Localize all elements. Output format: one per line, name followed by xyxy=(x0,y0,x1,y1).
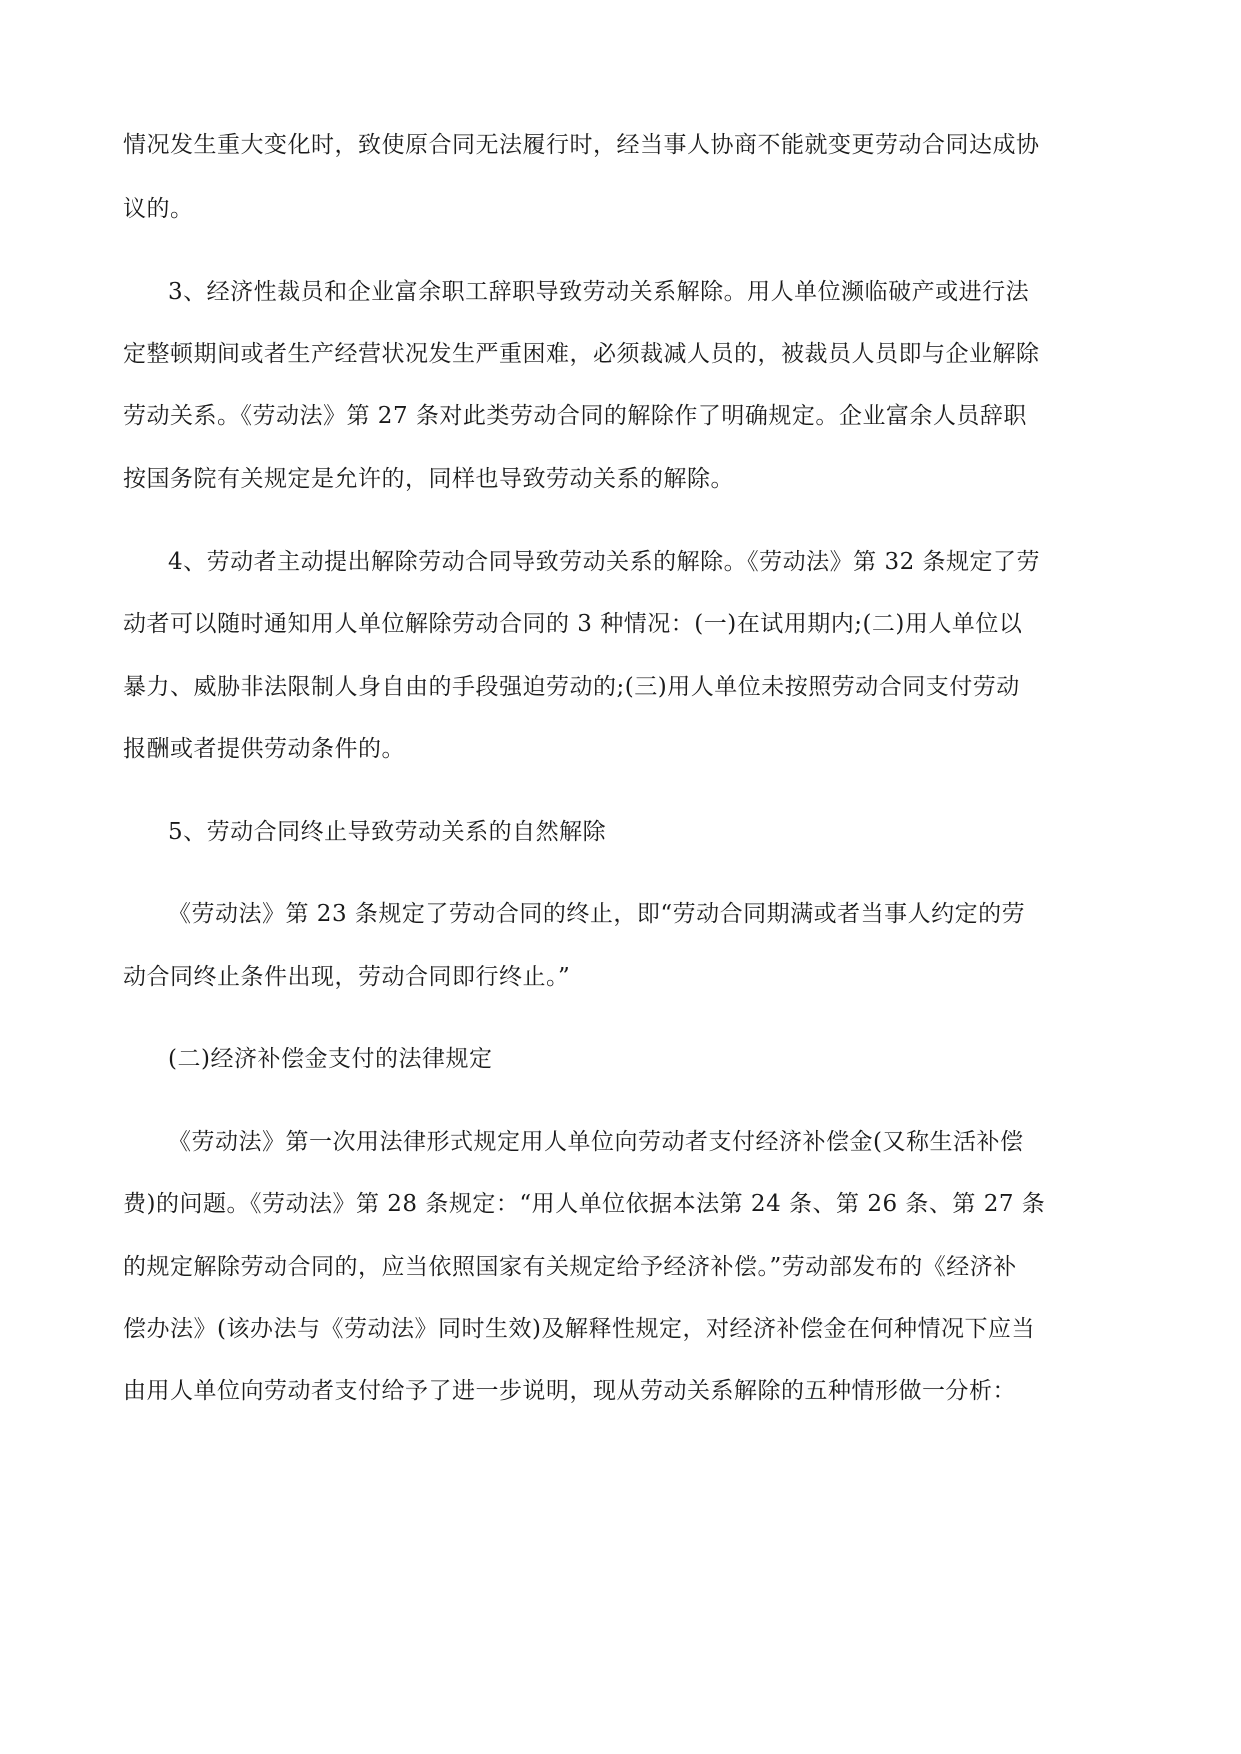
text-line: 《劳动法》第 23 条规定了劳动合同的终止，即“劳动合同期满或者当事人约定的劳 xyxy=(168,901,1026,927)
text-line: 费)的问题。《劳动法》第 28 条规定：“用人单位依据本法第 24 条、第 26 条、第 27 条 xyxy=(123,1191,1046,1217)
text-line: 4、劳动者主动提出解除劳动合同导致劳动关系的解除。《劳动法》第 32 条规定了劳 xyxy=(168,549,1041,575)
text-line: 按国务院有关规定是允许的，同样也导致劳动关系的解除。 xyxy=(123,466,734,492)
text-line: 情况发生重大变化时，致使原合同无法履行时，经当事人协商不能就变更劳动合同达成协 xyxy=(123,132,1040,158)
text-line: 议的。 xyxy=(123,196,194,222)
text-line: 《劳动法》第一次用法律形式规定用人单位向劳动者支付经济补偿金(又称生活补偿 xyxy=(168,1129,1024,1155)
text-line: 5、劳动合同终止导致劳动关系的自然解除 xyxy=(168,819,607,845)
text-line: 的规定解除劳动合同的，应当依照国家有关规定给予经济补偿。”劳动部发布的《经济补 xyxy=(123,1254,1017,1280)
text-line: 动者可以随时通知用人单位解除劳动合同的 3 种情况：(一)在试用期内;(二)用人单位以 xyxy=(123,611,1023,637)
section-heading: (二)经济补偿金支付的法律规定 xyxy=(168,1046,493,1072)
text-line: 3、经济性裁员和企业富余职工辞职导致劳动关系解除。用人单位濒临破产或进行法 xyxy=(168,279,1030,305)
text-line: 劳动关系。《劳动法》第 27 条对此类劳动合同的解除作了明确规定。企业富余人员辞职 xyxy=(123,403,1027,429)
text-line: 由用人单位向劳动者支付给予了进一步说明，现从劳动关系解除的五种情形做一分析： xyxy=(123,1378,1016,1404)
text-line: 偿办法》(该办法与《劳动法》同时生效)及解释性规定，对经济补偿金在何种情况下应当 xyxy=(123,1316,1035,1342)
text-line: 报酬或者提供劳动条件的。 xyxy=(123,736,405,762)
text-line: 暴力、威胁非法限制人身自由的手段强迫劳动的;(三)用人单位未按照劳动合同支付劳动 xyxy=(123,674,1020,700)
text-line: 动合同终止条件出现，劳动合同即行终止。” xyxy=(123,964,571,990)
text-line: 定整顿期间或者生产经营状况发生严重困难，必须裁减人员的，被裁员人员即与企业解除 xyxy=(123,341,1040,367)
